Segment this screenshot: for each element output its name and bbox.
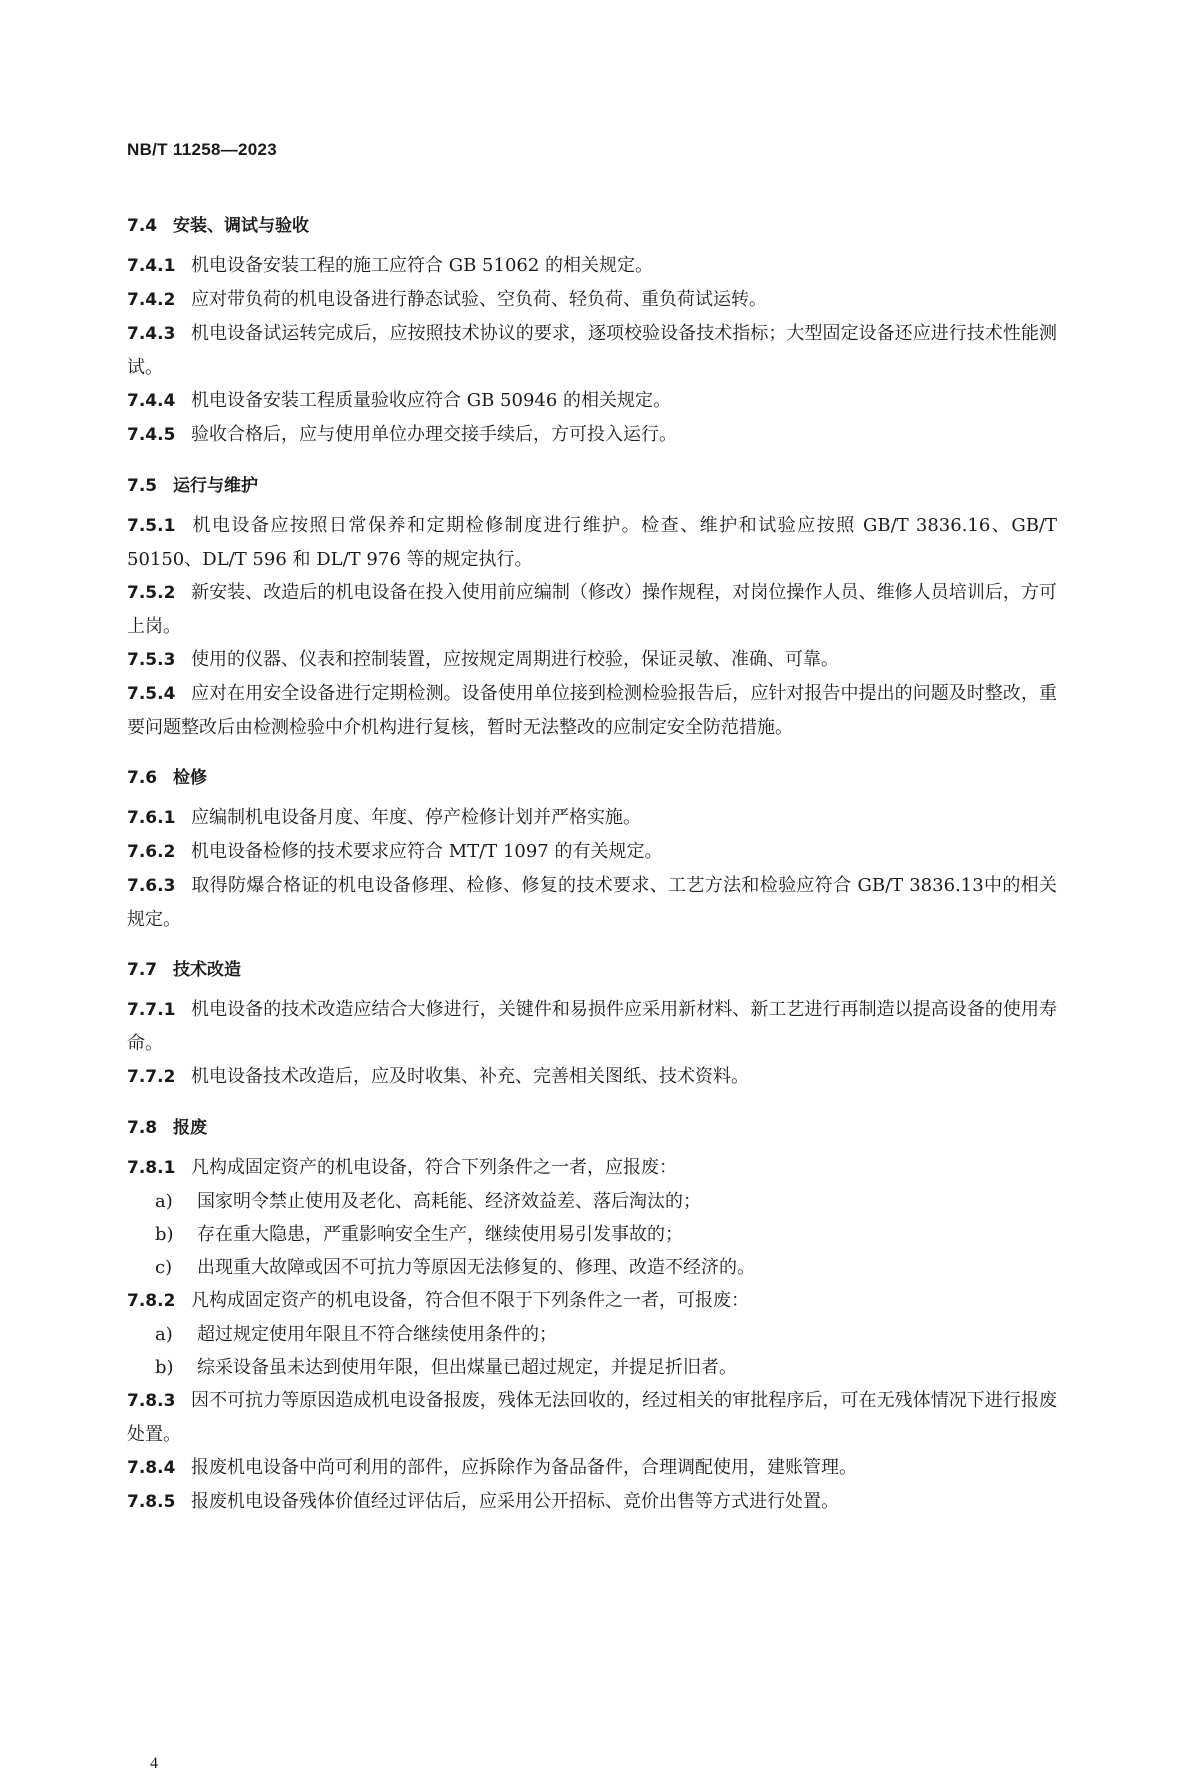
clause-text: 因不可抗力等原因造成机电设备报废，残体无法回收的，经过相关的审批程序后，可在无残体情况下进行报废处置。 [127,1390,1057,1445]
list-item [127,1318,1057,1351]
section-7-7 [127,954,1057,1094]
clause-number: 7.8.1 [127,1158,176,1178]
section-7-8 [127,1112,1057,1519]
section-title [127,470,1057,503]
clause-number: 7.5.4 [127,684,176,704]
clause-7-4-3 [127,317,1057,384]
clause-7-5-3 [127,643,1057,677]
clause-text: 机电设备安装工程的施工应符合 GB 51062 的相关规定。 [191,255,654,276]
clause-number: 7.4.3 [127,324,176,344]
clause-number: 7.4.1 [127,256,176,276]
clause-number: 7.6.1 [127,808,176,828]
clause-text: 应对在用安全设备进行定期检测。设备使用单位接到检测检验报告后，应针对报告中提出的问题及时整改，重要问题整改后由检测检验中介机构进行复核，暂时无法整改的应制定安全防范措施。 [127,683,1057,738]
clause-text: 验收合格后，应与使用单位办理交接手续后，方可投入运行。 [191,424,677,445]
clause-text: 机电设备安装工程质量验收应符合 GB 50946 的相关规定。 [191,390,672,411]
doc-code-header: NB/T 11258—2023 [127,140,278,159]
section-heading: 检修 [173,768,207,788]
list-item-label: a) [155,1324,173,1345]
clause-number: 7.5.2 [127,583,176,603]
clause-7-7-2 [127,1060,1057,1094]
section-title [127,210,1057,243]
section-heading: 技术改造 [173,960,241,980]
document-body [127,210,1057,1519]
clause-number: 7.8.4 [127,1458,176,1478]
list-item-label: b) [155,1357,174,1378]
clause-7-8-5 [127,1485,1057,1519]
list-item [127,1251,1057,1284]
clause-text: 机电设备的技术改造应结合大修进行，关键件和易损件应采用新材料、新工艺进行再制造以提高设备的使用寿命。 [127,999,1057,1054]
section-7-4 [127,210,1057,452]
clause-number: 7.8.3 [127,1391,176,1411]
clause-7-8-1 [127,1151,1057,1185]
list-item [127,1185,1057,1218]
clause-text: 报废机电设备中尚可利用的部件，应拆除作为备品备件，合理调配使用，建账管理。 [191,1457,857,1478]
clause-7-7-1 [127,993,1057,1060]
section-title [127,762,1057,795]
section-heading: 运行与维护 [173,476,258,496]
section-title [127,1112,1057,1145]
clause-text: 应编制机电设备月度、年度、停产检修计划并严格实施。 [191,807,641,828]
clause-7-5-4 [127,677,1057,744]
clause-number: 7.5.1 [127,516,176,536]
clause-text: 机电设备技术改造后，应及时收集、补充、完善相关图纸、技术资料。 [191,1066,749,1087]
clause-text: 应对带负荷的机电设备进行静态试验、空负荷、轻负荷、重负荷试运转。 [191,289,767,310]
clause-number: 7.4.4 [127,391,176,411]
clause-text: 新安装、改造后的机电设备在投入使用前应编制（修改）操作规程，对岗位操作人员、维修人员培训后，方可上岗。 [127,582,1057,637]
clause-number: 7.5.3 [127,650,176,670]
clause-text: 机电设备检修的技术要求应符合 MT/T 1097 的有关规定。 [191,841,663,862]
clause-text: 机电设备试运转完成后，应按照技术协议的要求，逐项校验设备技术指标；大型固定设备还应进行技术性能测试。 [127,323,1057,378]
section-7-5 [127,470,1057,744]
clause-text: 机电设备应按照日常保养和定期检修制度进行维护。检查、维护和试验应按照 GB/T 3836.16、GB/T 50150、DL/T 596 和 DL/T 976 等的规定执行。 [127,515,1057,570]
clause-number: 7.4.2 [127,290,176,310]
section-title [127,954,1057,987]
clause-text: 使用的仪器、仪表和控制装置，应按规定周期进行校验，保证灵敏、准确、可靠。 [191,649,839,670]
clause-7-6-2 [127,835,1057,869]
clause-number: 7.7.1 [127,1000,176,1020]
list-item-label: a) [155,1191,173,1212]
section-number: 7.5 [127,476,158,496]
clause-number: 7.8.5 [127,1492,176,1512]
clause-number: 7.6.2 [127,842,176,862]
clause-number: 7.7.2 [127,1067,176,1087]
clause-number: 7.4.5 [127,425,176,445]
clause-7-6-3 [127,869,1057,936]
list-item-text: 出现重大故障或因不可抗力等原因无法修复的、修理、改造不经济的。 [197,1257,755,1278]
section-heading: 报废 [173,1118,207,1138]
list-item-label: b) [155,1224,174,1245]
list-item [127,1218,1057,1251]
clause-7-6-1 [127,801,1057,835]
list-item-text: 超过规定使用年限且不符合继续使用条件的； [197,1324,557,1345]
page-number: 4 [150,1755,158,1772]
section-number: 7.8 [127,1118,158,1138]
section-7-6 [127,762,1057,936]
clause-7-8-3 [127,1384,1057,1451]
list-item-label: c) [155,1257,173,1278]
clause-7-8-4 [127,1451,1057,1485]
clause-7-4-4 [127,384,1057,418]
section-heading: 安装、调试与验收 [173,216,309,236]
clause-7-8-2 [127,1284,1057,1318]
clause-text: 取得防爆合格证的机电设备修理、检修、修复的技术要求、工艺方法和检验应符合 GB/T 3836.13中的相关规定。 [127,875,1057,930]
section-number: 7.7 [127,960,158,980]
clause-7-5-2 [127,576,1057,643]
list-item-text: 存在重大隐患，严重影响安全生产，继续使用易引发事故的； [197,1224,683,1245]
clause-7-4-5 [127,418,1057,452]
clause-text: 报废机电设备残体价值经过评估后，应采用公开招标、竞价出售等方式进行处置。 [191,1491,839,1512]
clause-7-4-1 [127,249,1057,283]
clause-number: 7.8.2 [127,1291,176,1311]
clause-text: 凡构成固定资产的机电设备，符合下列条件之一者，应报废： [191,1157,677,1178]
section-number: 7.6 [127,768,158,788]
list-item [127,1351,1057,1384]
list-item-text: 综采设备虽未达到使用年限，但出煤量已超过规定，并提足折旧者。 [197,1357,737,1378]
list-item-text: 国家明令禁止使用及老化、高耗能、经济效益差、落后淘汰的； [197,1191,701,1212]
clause-7-4-2 [127,283,1057,317]
clause-7-5-1 [127,509,1057,576]
section-number: 7.4 [127,216,158,236]
clause-number: 7.6.3 [127,876,176,896]
clause-text: 凡构成固定资产的机电设备，符合但不限于下列条件之一者，可报废： [191,1290,749,1311]
